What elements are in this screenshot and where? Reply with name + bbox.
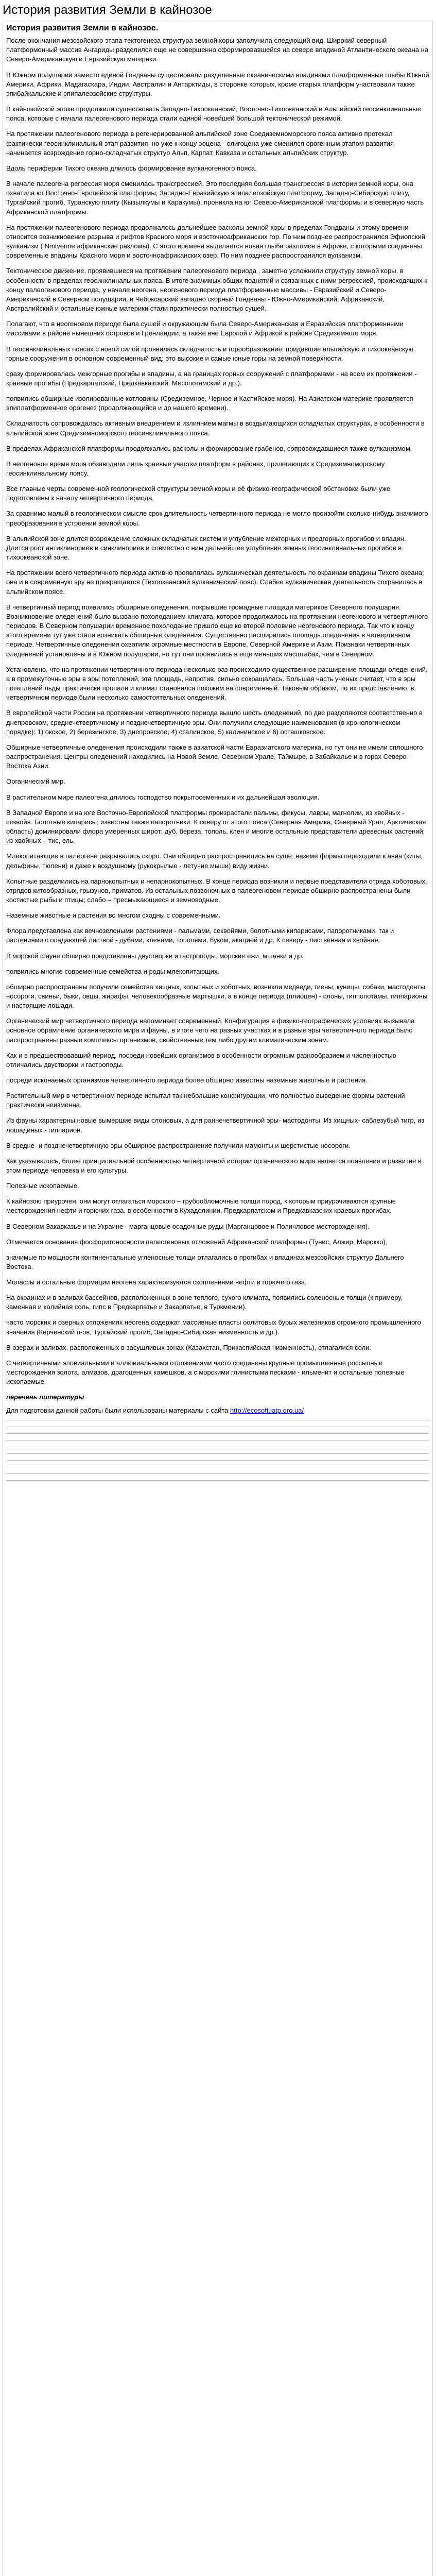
reference-item [6, 1420, 429, 1427]
article-paragraph: На протяжении палеогенового периода продолжалось дальнейшее расколы земной коры в пределах Гондваны и этому времени относится возникновение разрыва и рифтов Красного моря и восточноафриканских гор. По ним позднее распространился Эфиопский вулканизм ( Nmtvenne африканские разломы). С этого времени выделяется новая глыба разломов в Африке, с которыми соединены современные впадины Красного моря и восточноафриканских озер. По ним позднее распространился вулканизм. [6, 223, 426, 260]
article-paragraph: Установлено, что на протяжении четвертичного периода несколько раз происходило существенное расширение площади оледенений, а в промежуточные эры в эры потеплений, эта площадь, напротив, сильно сокращалась. Большая часть ученых считает, что в эры потеплений льды практически пропали и климат становился похожим на современный. Таковым образом, по их представлению, в четвертичном периоде были несколько самостоятельных оледенений. [6, 665, 428, 702]
article-paragraph: За сравнимо малый в геологическом смысле срок длительность четвертичного периода не могло произойти сколько-нибудь значимого преобразования в устроении земной коры. [6, 510, 428, 527]
article-paragraph: Из фауны характерны новые вымершие виды слоновых, а для раннечетвертичной эры- мастодонты. Из хищных- саблезубый тигр, из лошадиных - гиппарион. [6, 1116, 425, 1134]
article-paragraph: В европейской части России на протяжении четвертичного периода вышло шесть оледенений, по две разделяются соответственно в днепровском, среднечетвертичному и позднечетвертичную эры. Они получили следующие наименования (в хронологическом порядке): 1) окское, 2) березинское, 3) днепровское, 4) сталинское, 5) калининское и 6) осташковское. [6, 709, 423, 736]
article-paragraph: Растительный мир в четвертичном периоде испытал так небольшие конфигурации, что полностью выведение формы растений практически неизменна. [6, 1092, 405, 1109]
article-paragraph: Вдоль периферии Тихого океана длилось формирование вулканогенного пояса. [6, 164, 257, 172]
article-paragraph: В Южном полушарии заместо единой Гондваны существовали разделенные океаническими впадинами платформенные глыбы Южной Америки, Африки, Мадагаскара, Индии, Австралии и Антарктиды, в сторонке которых, кроме старых платформ участвовали также эпибайкальские и эпипалеозойские структуры. [6, 71, 429, 97]
article-paragraph: значимые по мощности континентальные угленосные толщи отлагались в прогибах и впадинах мезозойских структур Дальнего Востока. [6, 1253, 404, 1270]
article-paragraph: обширно распространены получили семейства хищных, копытных и хоботных, возникли медведи, гиены, куницы, собаки, мастодонты, носороги, свиньи, быки, овцы, жирафы, человекообразные мартышки, а в конце периода (плиоцен) - слоны, гиппопотамы, гиппарионы и настоящие лошади. [6, 982, 428, 1010]
article-paragraph: Молассы и остальные формации неогена характеризуются скоплениями нефти и горючего газа. [6, 1278, 307, 1286]
article-paragraph: В неогеновое время моря обзаводили лишь краевые участки платформ в районах, прилегающих к Средиземноморскому геосинклинальному поясу. [6, 460, 385, 477]
article-paragraph: На протяжении всего четвертичного периода активно проявлялась вулканическая деятельность по окраинам впадины Тихого океана; она и в современную эру не прекращается (Тихоокеанский вулканический пояс). Слабее вулканическая деятельность сохранилась в альпийском поясе. [6, 569, 424, 596]
article-paragraph: В Северном Закавказье и на Украине - марганцовые осадочные руды (Марганцовое и Поличловое месторождения). [6, 1222, 370, 1230]
source-note [6, 1406, 429, 1415]
article-paragraph: Полезные ископаемые. [6, 1182, 79, 1190]
article-paragraph: Отмечается основания фосфоритоносности палеогеновых отложений Африканской платформы (Тунис, Алжир, Марокко). [6, 1238, 388, 1246]
article-paragraph: Органический мир четвертичного периода напоминает современный. Конфигурация в физико-географических условиях вызывала основное обрамление органического мира и фауны, в итоге чего на разных участках и в разные эры четвертичного периода было распространены разные комплексы организмов, свойственные тем либо другим климатическим зонам. [6, 1017, 415, 1044]
article-paragraph: Наземные животные и растения во многом сходны с современными. [6, 911, 221, 920]
article-heading: История развития Земли в кайнозое. [6, 24, 159, 32]
article-paragraph: С четвертичными эловиальными и аллювиальными отложениями часто соединены крупные промышленные россыпные месторождения золота, алмазов, драгоценных камешков, а с морскими глинистыми песками - ильменит и остальные полезные ископаемые. [6, 1359, 405, 1386]
article-paragraph: В пределах Африканской платформы продолжались расколы и формирование грабенов, сопровождавшиеся также вулканизмом. [6, 444, 412, 452]
paragraph-list [6, 36, 429, 1386]
article-paragraph: Полагают, что в неогеновом периоде была сушей и окружающим была Северо-Американская и Евразийская платформенными массивами в районе нынешних островов и Гренландии, а также вне Европой и Африкой в районе Средиземного моря. [6, 320, 404, 337]
reference-item [6, 1427, 429, 1433]
article-paragraph: Как и в предшествовавший период, посреди новейших организмов в особенности огромным разнообразием и численностью отличались двустворки и гастроподы. [6, 1051, 396, 1069]
article-paragraph: В альпийской зоне длится возрождение сложных складчатых систем и углубление межгорных и предгорных прогибов и впадин. Длится рост антиклинориев и синклинориев и совместно с ним дальнейшее углубление земных геосинклинальных прогибов в тихоокеанской зоне. [6, 534, 406, 562]
references-list [6, 1420, 429, 1487]
reference-item [6, 1440, 429, 1447]
article-paragraph: посреди исконаемых организмов четвертичного периода более обширно известны наземные животные и растения. [6, 1076, 368, 1084]
article-paragraph: В Западной Европе и на юге Восточно-Европейской платформы произрастали пальмы, фикусы, лавры, магнолии, из хвойных - секвойя. Болотные кипарисы; известны также папоротники. К северу от этого пояса (Северная Америка, Северный Урал, Арктическая область) доминировали флора умеренных широт: дуб, береза, тополь, клен и многие остальные представители древесных растений; из хвойных – тис, ель. [6, 808, 426, 845]
article-paragraph: Копытные разделились на парнокопытных и непарнокопытных. В конце периода возникли и первые представители отряда хоботовых, отрядов китообразных, грызунов, приматов. Из остальных позвоночных в палеогеновом периоде обширно распространены были костистые рыбы и птицы; слабо – пресмыкающиеся и земноводные. [6, 877, 427, 904]
article-paragraph: В геосинклинальных поясах с новой силой проявилась складчатость и горообразование, придавшие альпийскую и тихоокеанскую горные сооружения в основном современный вид; это высокие и самые юные горы на земной поверхности. [6, 345, 414, 362]
reference-item [6, 1433, 429, 1440]
article-paragraph: сразу формировалась межгорные прогибы и впадины, а на границах горных сооружений с платформами - на всем их протяжении - краевые прогибы (Предкарпатский, Предкавказский, Месопотамский и др.). [6, 369, 417, 387]
article-paragraph: На протяжении палеогенового периода в регенерированной альпийской зоне Средиземноморского пояса активно протекал фактически геосинклинальный этап развития, но уже к концу эоцена - олигоцена уже сменился орогенным этапом развития – начинается возрождение горно-складчатых структур Альп, Карпат, Кавказа и остальных альпийских структур. [6, 130, 399, 157]
article-paragraph: В растительном мире палеогена длилось господство покрытосеменных и их дальнейшая эволюция. [6, 793, 320, 801]
article-paragraph: Органический мир. [6, 777, 65, 786]
article-paragraph: В озерах и заливах, расположенных в засушливых зонах (Казахстан, Прикаспийская низменность), отлагалися соли. [6, 1343, 372, 1351]
article-paragraph: Складчатость сопровождалась активным внедрением и излиянием магмы в воздымающихся складчатых структурах, в особенности в альпийской зоне Средиземноморского геосинклинального пояса. [6, 419, 425, 437]
article-paragraph: В начале палеогена регрессия моря сменилась трансгрессией. Это последняя большая трансгрессия в истории земной коры, она охватила юг Восточно-Европейской платформы, Западно-Евразийскую эпипалеозойскую платформу, Западно-Сибирскую плиту, Тургайский прогиб, Туранскую плиту (Кызылкумы и Каракумы), проникла на юг Северо-Американской платформы и в северную часть Африканской платформы. [6, 179, 424, 216]
references-heading: перечень литературы [6, 1393, 84, 1401]
reference-item [6, 1480, 429, 1487]
reference-item [6, 1473, 429, 1480]
page-title: История развития Земли в кайнозое [3, 3, 212, 17]
article-paragraph: часто морских и озерных отложениях неогена содержат массивные пласты оолитовых бурых железняков огромного промышленного значения (Керченский п-ов, Тургайский прогиб, Западно-Сибирская низменность и др.). [6, 1318, 421, 1336]
article-paragraph: появились многие современные семейства и роды млекопитающих. [6, 967, 220, 975]
article-paragraph: Тектоническое движение, проявившиеся на протяжении палеогенового периода , заметно усложнили структуру земной коры, в особенности в пределах геосинклинальных пояса. В итоге значимых общих поднятий и связанных с ними регрессией, происходящих к концу палеогенового периода, у начале неогена, неогенового периода платформенные массивы - Евразийский и Северо-Американский в Северном полушарии, и Чебоксарский западно скорный Гондваны - Южно-Американский, Африканский, Австралийский и остальные южные материки стали практически полностью сушей. [6, 267, 427, 313]
article-paragraph: Как указывалось, более принципиальной особенностью четвертичной истории органического мира является появление и развитие в этом периоде человека и его культуры. [6, 1157, 422, 1175]
article-paragraph: появились обширные изолированные котловины (Средиземное, Черное и Каспийское моря). На Азиатском материке проявляется эпиплатформенное орогенез (продолжающийся и до нашего времени). [6, 395, 413, 412]
article-paragraph: Все главные черты современной геологической структуры земной коры и её физико-географической обстановки были уже подготовлены к началу четвертичного периода. [6, 485, 391, 502]
source-link[interactable]: http://ecosoft.iatp.org.ua/ [230, 1406, 304, 1415]
article-paragraph: В морской фауне обширно представлены двустворки и гастроподы, морские ежи, мшанки и др. [6, 952, 304, 960]
reference-item [6, 1467, 429, 1473]
article-paragraph: В кайнозойской эпохе продолжили существовать Западно-Тихоокеанский, Восточно-Тихоокеанский и Альпийский геосинклинальные пояса, которые с начала палеогенового периода стали единой новейшей большой тектонической режимой. [6, 105, 421, 123]
article-paragraph: В четвертичный период появились обширные оледенения, покрывшие громадные площади материков Северного полушария. Возникновение оледенений было вызвано похолоданием климата, которое продолжалось на протяжении неогенового и четвертичного периодов. В Северном полушарии временное похолодание пришло еще ко второй половине неогенового периода. Так что к концу этого времени тут уже стали возникать обширные оледенения. Существенно расширились площадь оледенения в четвертичном периоде. Четвертичные оледенения охватили огромные местности в Европе, Северной Америке и Азии. Признаки четвертичных оледенений установлены и в Южном полушарии, но тут они проявились в еще меньших масштабах, чем в Северном. [6, 603, 428, 658]
reference-item [6, 1460, 429, 1467]
article-body [3, 21, 433, 2576]
source-note-text: Для подготовки данной работы были использованы материалы с сайта [6, 1406, 231, 1415]
article-paragraph: Флора представлена как вечнозелеными растениями - пальмами, секвойями, болотными кипарисами, папоротниками, так и растениями с опадающей листвой - дубами, кленами, тополями, буком, акацией и др. К северу - лиственная и хвойная. [6, 927, 394, 944]
article-paragraph: После окончания мезозойского этапа тектогенеза структура земной коры заполучила следующий вид. Широкий северный платформенный массив Ангариды разделился еще не совершенно сформировавшейся на севере впадиной Атлантического океана на Северо-Американскую и Евразийскую материки. [6, 37, 428, 63]
article-paragraph: К кайнозою приурочен, они могут отлагаться морского – грубообломочные толщи пород, к которым приурочиваются крупные месторождения нефти и горючих газа, в особенности в Кухадолинии, Предкарпатском и Предкавказских краевых прогибах. [6, 1197, 396, 1215]
reference-item [6, 1447, 429, 1453]
article-paragraph: В средне- и позднечетвертичную эры обширное распространение получили мамонты и шерстистые носороги. [6, 1141, 351, 1149]
article-paragraph: На окраинах и в заливах бассейнов, расположенных в зоне теплого, сухого климата, появились соленосные толщи (к примеру, каменная и калийная соль, гипс в Предкарпатье и Закарпатье, в Туркмении). [6, 1294, 403, 1311]
article-paragraph: Млекопитающие в палеогене разрывались скоро. Они обширно распространились на суше; наземе формы переходили к авиа (киты, дельфины, тюлени) и даже к воздушному (рукокрылые - летучие мыши) виду жизни. [6, 852, 423, 870]
reference-item [6, 1453, 429, 1460]
article-paragraph: Обширные четвертичные оледенения происходили также в азиатской части Евразиатского материка, но тут они не имели сплошного распространения. Центры оледенений находились на Новой Земле, Северном Урале, Таймыре, в Забайкалье и в горах Северо-Востока Азии. [6, 743, 423, 770]
